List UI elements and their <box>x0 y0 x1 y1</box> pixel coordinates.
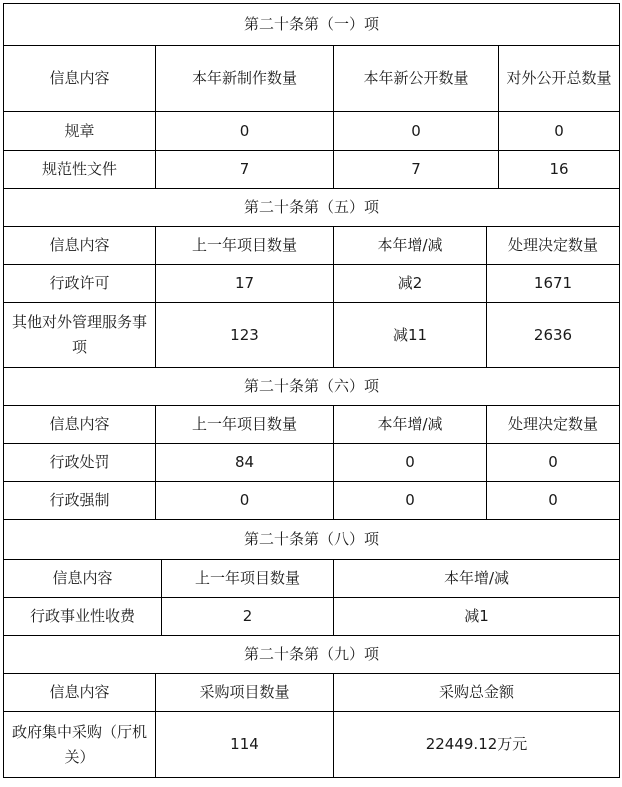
cell-value: 22449.12万元 <box>334 712 620 778</box>
cell-value: 0 <box>487 482 620 520</box>
row-label: 行政处罚 <box>4 444 156 482</box>
table-row <box>4 712 620 778</box>
row-label: 规章 <box>4 112 156 151</box>
table-section-6 <box>3 367 620 520</box>
cell-value: 0 <box>487 444 620 482</box>
table-section-8 <box>3 519 620 636</box>
row-label: 其他对外管理服务事项 <box>4 303 156 368</box>
cell-value: 0 <box>499 112 620 151</box>
header-row <box>4 674 620 712</box>
section-title: 第二十条第（六）项 <box>4 368 620 406</box>
column-header: 信息内容 <box>4 560 162 598</box>
section-title-row <box>4 4 620 46</box>
table-row <box>4 112 620 151</box>
cell-value: 0 <box>156 482 334 520</box>
header-row <box>4 406 620 444</box>
table-section-1 <box>3 3 620 189</box>
table-row <box>4 265 620 303</box>
cell-value: 7 <box>156 151 334 189</box>
table-row <box>4 598 620 636</box>
table-section-5 <box>3 188 620 368</box>
column-header: 处理决定数量 <box>487 227 620 265</box>
row-label: 行政强制 <box>4 482 156 520</box>
cell-value: 减1 <box>334 598 620 636</box>
cell-value: 17 <box>156 265 334 303</box>
column-header: 对外公开总数量 <box>499 46 620 112</box>
row-label: 行政许可 <box>4 265 156 303</box>
column-header: 上一年项目数量 <box>162 560 334 598</box>
cell-value: 0 <box>334 112 499 151</box>
cell-value: 7 <box>334 151 499 189</box>
section-title-row <box>4 368 620 406</box>
column-header: 信息内容 <box>4 674 156 712</box>
section-title: 第二十条第（一）项 <box>4 4 620 46</box>
section-title-row <box>4 189 620 227</box>
column-header: 信息内容 <box>4 227 156 265</box>
column-header: 上一年项目数量 <box>156 227 334 265</box>
column-header: 采购项目数量 <box>156 674 334 712</box>
column-header: 本年增/减 <box>334 560 620 598</box>
cell-value: 114 <box>156 712 334 778</box>
cell-value: 减2 <box>334 265 487 303</box>
table-row <box>4 151 620 189</box>
header-row <box>4 560 620 598</box>
section-title-row <box>4 636 620 674</box>
row-label: 政府集中采购（厅机关） <box>4 712 156 778</box>
section-title-row <box>4 520 620 560</box>
cell-value: 0 <box>334 444 487 482</box>
section-title: 第二十条第（八）项 <box>4 520 620 560</box>
table-section-9 <box>3 635 620 778</box>
table-row <box>4 303 620 368</box>
column-header: 本年新公开数量 <box>334 46 499 112</box>
header-row <box>4 227 620 265</box>
column-header: 采购总金额 <box>334 674 620 712</box>
cell-value: 0 <box>334 482 487 520</box>
cell-value: 84 <box>156 444 334 482</box>
column-header: 处理决定数量 <box>487 406 620 444</box>
row-label: 规范性文件 <box>4 151 156 189</box>
row-label: 行政事业性收费 <box>4 598 162 636</box>
cell-value: 123 <box>156 303 334 368</box>
table-row <box>4 444 620 482</box>
cell-value: 2 <box>162 598 334 636</box>
cell-value: 16 <box>499 151 620 189</box>
header-row <box>4 46 620 112</box>
column-header: 上一年项目数量 <box>156 406 334 444</box>
column-header: 信息内容 <box>4 406 156 444</box>
column-header: 本年增/减 <box>334 406 487 444</box>
column-header: 本年增/减 <box>334 227 487 265</box>
table-row <box>4 482 620 520</box>
cell-value: 2636 <box>487 303 620 368</box>
column-header: 本年新制作数量 <box>156 46 334 112</box>
section-title: 第二十条第（五）项 <box>4 189 620 227</box>
column-header: 信息内容 <box>4 46 156 112</box>
cell-value: 1671 <box>487 265 620 303</box>
section-title: 第二十条第（九）项 <box>4 636 620 674</box>
cell-value: 0 <box>156 112 334 151</box>
cell-value: 减11 <box>334 303 487 368</box>
